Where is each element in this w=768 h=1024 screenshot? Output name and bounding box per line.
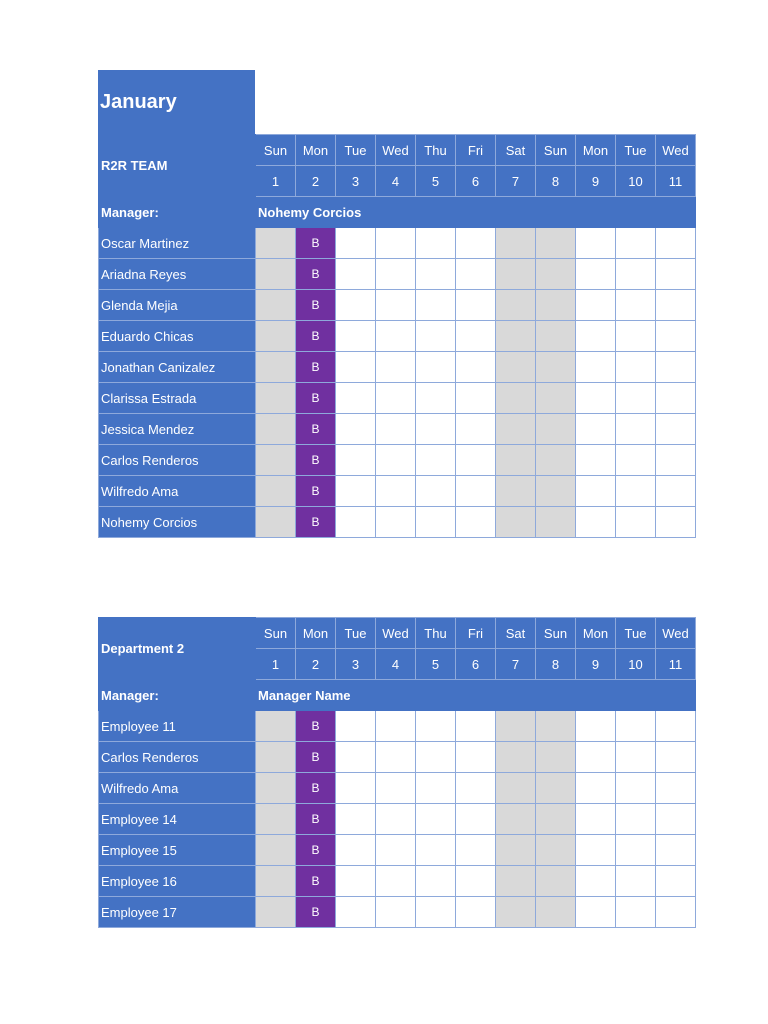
schedule-cell[interactable]	[576, 835, 616, 866]
schedule-cell[interactable]	[616, 352, 656, 383]
schedule-cell[interactable]	[536, 352, 576, 383]
weekday-header: Mon	[296, 135, 336, 166]
schedule-cell[interactable]	[256, 866, 296, 897]
employee-name: Employee 15	[99, 835, 256, 866]
day-number: 8	[536, 166, 576, 197]
schedule-cell[interactable]	[656, 228, 696, 259]
schedule-cell[interactable]	[336, 835, 376, 866]
schedule-mark-cell[interactable]: B	[296, 228, 336, 259]
employee-row	[99, 290, 696, 321]
schedule-cell[interactable]	[336, 290, 376, 321]
employee-name: Wilfredo Ama	[99, 773, 256, 804]
schedule-mark-cell[interactable]: B	[296, 742, 336, 773]
schedule-cell[interactable]	[416, 445, 456, 476]
day-number: 5	[416, 649, 456, 680]
employee-name: Employee 16	[99, 866, 256, 897]
schedule-cell[interactable]	[416, 352, 456, 383]
employee-name: Oscar Martinez	[99, 228, 256, 259]
schedule-cell[interactable]	[336, 228, 376, 259]
weekday-header-row	[99, 135, 696, 166]
schedule-cell[interactable]	[336, 742, 376, 773]
weekday-header: Fri	[456, 135, 496, 166]
weekday-header: Tue	[616, 135, 656, 166]
schedule-cell[interactable]	[616, 290, 656, 321]
employee-name: Glenda Mejia	[99, 290, 256, 321]
schedule-cell[interactable]	[336, 321, 376, 352]
schedule-mark-cell[interactable]: B	[296, 259, 336, 290]
employee-row	[99, 835, 696, 866]
employee-name: Employee 14	[99, 804, 256, 835]
schedule-mark-cell[interactable]: B	[296, 711, 336, 742]
schedule-cell[interactable]	[376, 742, 416, 773]
schedule-cell[interactable]	[616, 897, 656, 928]
schedule-cell[interactable]	[536, 866, 576, 897]
schedule-cell[interactable]	[256, 742, 296, 773]
schedule-cell[interactable]	[376, 804, 416, 835]
schedule-cell[interactable]	[496, 414, 536, 445]
schedule-cell[interactable]	[576, 228, 616, 259]
schedule-cell[interactable]	[256, 835, 296, 866]
employee-name: Eduardo Chicas	[99, 321, 256, 352]
weekday-header: Wed	[656, 618, 696, 649]
employee-name: Wilfredo Ama	[99, 476, 256, 507]
weekday-header: Sat	[496, 135, 536, 166]
employee-row	[99, 352, 696, 383]
weekday-header: Tue	[336, 135, 376, 166]
schedule-cell[interactable]	[376, 897, 416, 928]
schedule-cell[interactable]	[616, 445, 656, 476]
schedule-mark-cell[interactable]: B	[296, 507, 336, 538]
schedule-cell[interactable]	[456, 866, 496, 897]
schedule-cell[interactable]	[496, 228, 536, 259]
schedule-cell[interactable]	[456, 445, 496, 476]
employee-row	[99, 228, 696, 259]
schedule-cell[interactable]	[576, 414, 616, 445]
schedule-cell[interactable]	[496, 897, 536, 928]
schedule-cell[interactable]	[456, 352, 496, 383]
employee-row	[99, 897, 696, 928]
schedule-cell[interactable]	[536, 476, 576, 507]
schedule-cell[interactable]	[256, 711, 296, 742]
schedule-cell[interactable]	[456, 476, 496, 507]
schedule-cell[interactable]	[376, 321, 416, 352]
schedule-cell[interactable]	[416, 383, 456, 414]
schedule-cell[interactable]	[536, 507, 576, 538]
schedule-cell[interactable]	[536, 711, 576, 742]
schedule-mark-cell[interactable]: B	[296, 773, 336, 804]
schedule-cell[interactable]	[576, 866, 616, 897]
schedule-mark-cell[interactable]: B	[296, 383, 336, 414]
schedule-cell[interactable]	[416, 835, 456, 866]
schedule-cell[interactable]	[496, 711, 536, 742]
employee-name: Ariadna Reyes	[99, 259, 256, 290]
schedule-cell[interactable]	[376, 711, 416, 742]
weekday-header: Sun	[256, 135, 296, 166]
schedule-cell[interactable]	[336, 507, 376, 538]
schedule-cell[interactable]	[576, 321, 616, 352]
employee-row	[99, 742, 696, 773]
team-schedule-table	[98, 134, 696, 538]
schedule-cell[interactable]	[336, 414, 376, 445]
schedule-cell[interactable]	[416, 742, 456, 773]
schedule-cell[interactable]	[656, 445, 696, 476]
schedule-cell[interactable]	[576, 711, 616, 742]
manager-row	[99, 680, 696, 711]
employee-row	[99, 321, 696, 352]
schedule-cell[interactable]	[456, 804, 496, 835]
schedule-cell[interactable]	[376, 866, 416, 897]
schedule-cell[interactable]	[456, 321, 496, 352]
day-number: 3	[336, 166, 376, 197]
schedule-cell[interactable]	[376, 383, 416, 414]
day-number: 6	[456, 649, 496, 680]
employee-name: Clarissa Estrada	[99, 383, 256, 414]
schedule-cell[interactable]	[336, 866, 376, 897]
month-title: January	[98, 70, 255, 134]
schedule-cell[interactable]	[576, 259, 616, 290]
schedule-cell[interactable]	[456, 507, 496, 538]
schedule-cell[interactable]	[376, 352, 416, 383]
schedule-mark-cell[interactable]: B	[296, 290, 336, 321]
employee-name: Nohemy Corcios	[99, 507, 256, 538]
schedule-cell[interactable]	[416, 773, 456, 804]
weekday-header: Thu	[416, 135, 456, 166]
day-number: 2	[296, 649, 336, 680]
team-name: Department 2	[99, 618, 256, 680]
day-number: 4	[376, 649, 416, 680]
schedule-cell[interactable]	[656, 897, 696, 928]
schedule-cell[interactable]	[616, 228, 656, 259]
schedule-cell[interactable]	[376, 228, 416, 259]
schedule-cell[interactable]	[656, 773, 696, 804]
employee-row	[99, 445, 696, 476]
day-number: 3	[336, 649, 376, 680]
schedule-cell[interactable]	[416, 897, 456, 928]
employee-name: Jessica Mendez	[99, 414, 256, 445]
weekday-header: Thu	[416, 618, 456, 649]
schedule-cell[interactable]	[336, 773, 376, 804]
manager-name: Nohemy Corcios	[256, 197, 696, 228]
schedule-cell[interactable]	[416, 507, 456, 538]
schedule-cell[interactable]	[256, 773, 296, 804]
schedule-cell[interactable]	[336, 897, 376, 928]
employee-name: Employee 11	[99, 711, 256, 742]
employee-name: Employee 17	[99, 897, 256, 928]
schedule-cell[interactable]	[376, 414, 416, 445]
schedule-cell[interactable]	[456, 711, 496, 742]
schedule-cell[interactable]	[376, 507, 416, 538]
schedule-cell[interactable]	[336, 383, 376, 414]
employee-row	[99, 414, 696, 445]
employee-name: Carlos Renderos	[99, 742, 256, 773]
schedule-cell[interactable]	[616, 507, 656, 538]
schedule-cell[interactable]	[456, 228, 496, 259]
weekday-header: Mon	[296, 618, 336, 649]
schedule-cell[interactable]	[336, 476, 376, 507]
schedule-cell[interactable]	[376, 773, 416, 804]
schedule-cell[interactable]	[496, 259, 536, 290]
schedule-cell[interactable]	[576, 507, 616, 538]
schedule-cell[interactable]	[616, 804, 656, 835]
employee-row	[99, 773, 696, 804]
weekday-header: Sun	[256, 618, 296, 649]
schedule-cell[interactable]	[376, 290, 416, 321]
schedule-cell[interactable]	[576, 290, 616, 321]
schedule-mark-cell[interactable]: B	[296, 321, 336, 352]
day-number: 4	[376, 166, 416, 197]
schedule-cell[interactable]	[496, 321, 536, 352]
schedule-cell[interactable]	[576, 383, 616, 414]
schedule-mark-cell[interactable]: B	[296, 476, 336, 507]
schedule-cell[interactable]	[656, 804, 696, 835]
schedule-cell[interactable]	[336, 259, 376, 290]
team-schedule-table	[98, 617, 696, 928]
schedule-cell[interactable]	[376, 259, 416, 290]
day-number: 9	[576, 649, 616, 680]
schedule-cell[interactable]	[456, 773, 496, 804]
schedule-cell[interactable]	[496, 507, 536, 538]
schedule-cell[interactable]	[536, 414, 576, 445]
team-name: R2R TEAM	[99, 135, 256, 197]
schedule-cell[interactable]	[536, 228, 576, 259]
schedule-cell[interactable]	[496, 773, 536, 804]
employee-row	[99, 866, 696, 897]
schedule-cell[interactable]	[496, 866, 536, 897]
weekday-header: Sun	[536, 135, 576, 166]
schedule-cell[interactable]	[416, 290, 456, 321]
schedule-cell[interactable]	[496, 835, 536, 866]
schedule-cell[interactable]	[616, 742, 656, 773]
schedule-cell[interactable]	[496, 445, 536, 476]
manager-label: Manager:	[99, 680, 256, 711]
schedule-cell[interactable]	[616, 321, 656, 352]
weekday-header: Mon	[576, 618, 616, 649]
day-number: 6	[456, 166, 496, 197]
schedule-cell[interactable]	[256, 804, 296, 835]
schedule-cell[interactable]	[456, 383, 496, 414]
schedule-cell[interactable]	[256, 507, 296, 538]
weekday-header: Wed	[376, 135, 416, 166]
weekday-header: Tue	[616, 618, 656, 649]
schedule-cell[interactable]	[576, 804, 616, 835]
schedule-cell[interactable]	[336, 445, 376, 476]
schedule-cell[interactable]	[256, 228, 296, 259]
schedule-cell[interactable]	[496, 476, 536, 507]
schedule-cell[interactable]	[416, 321, 456, 352]
employee-row	[99, 476, 696, 507]
schedule-cell[interactable]	[536, 804, 576, 835]
schedule-cell[interactable]	[416, 866, 456, 897]
schedule-cell[interactable]	[456, 835, 496, 866]
schedule-cell[interactable]	[656, 742, 696, 773]
manager-label: Manager:	[99, 197, 256, 228]
schedule-mark-cell[interactable]: B	[296, 804, 336, 835]
schedule-cell[interactable]	[256, 321, 296, 352]
schedule-cell[interactable]	[616, 414, 656, 445]
weekday-header: Sun	[536, 618, 576, 649]
manager-name: Manager Name	[256, 680, 696, 711]
schedule-cell[interactable]	[336, 711, 376, 742]
weekday-header: Wed	[656, 135, 696, 166]
schedule-cell[interactable]	[576, 897, 616, 928]
schedule-cell[interactable]	[656, 711, 696, 742]
employee-row	[99, 383, 696, 414]
weekday-header: Wed	[376, 618, 416, 649]
day-number: 1	[256, 649, 296, 680]
schedule-mark-cell[interactable]: B	[296, 835, 336, 866]
day-number: 7	[496, 166, 536, 197]
schedule-cell[interactable]	[616, 835, 656, 866]
day-number: 8	[536, 649, 576, 680]
schedule-cell[interactable]	[656, 835, 696, 866]
schedule-cell[interactable]	[376, 445, 416, 476]
schedule-cell[interactable]	[656, 866, 696, 897]
day-number: 9	[576, 166, 616, 197]
day-number: 1	[256, 166, 296, 197]
schedule-cell[interactable]	[656, 259, 696, 290]
day-number: 10	[616, 166, 656, 197]
schedule-cell[interactable]	[576, 476, 616, 507]
schedule-cell[interactable]	[256, 476, 296, 507]
employee-row	[99, 259, 696, 290]
schedule-cell[interactable]	[416, 476, 456, 507]
schedule-cell[interactable]	[416, 414, 456, 445]
schedule-cell[interactable]	[656, 476, 696, 507]
schedule-cell[interactable]	[536, 259, 576, 290]
schedule-cell[interactable]	[656, 321, 696, 352]
schedule-cell[interactable]	[456, 414, 496, 445]
schedule-cell[interactable]	[616, 383, 656, 414]
day-number: 10	[616, 649, 656, 680]
schedule-cell[interactable]	[576, 352, 616, 383]
schedule-cell[interactable]	[496, 290, 536, 321]
weekday-header: Sat	[496, 618, 536, 649]
schedule-cell[interactable]	[376, 476, 416, 507]
employee-name: Jonathan Canizalez	[99, 352, 256, 383]
schedule-cell[interactable]	[416, 228, 456, 259]
employee-row	[99, 507, 696, 538]
schedule-cell[interactable]	[456, 897, 496, 928]
schedule-cell[interactable]	[256, 290, 296, 321]
schedule-cell[interactable]	[656, 414, 696, 445]
day-number: 7	[496, 649, 536, 680]
schedule-cell[interactable]	[536, 445, 576, 476]
schedule-mark-cell[interactable]: B	[296, 897, 336, 928]
day-number: 5	[416, 166, 456, 197]
schedule-cell[interactable]	[496, 352, 536, 383]
weekday-header: Fri	[456, 618, 496, 649]
schedule-cell[interactable]	[536, 290, 576, 321]
schedule-cell[interactable]	[576, 773, 616, 804]
employee-name: Carlos Renderos	[99, 445, 256, 476]
schedule-cell[interactable]	[576, 445, 616, 476]
schedule-cell[interactable]	[616, 711, 656, 742]
schedule-cell[interactable]	[496, 383, 536, 414]
schedule-cell[interactable]	[656, 290, 696, 321]
employee-row	[99, 804, 696, 835]
schedule-mark-cell[interactable]: B	[296, 414, 336, 445]
schedule-cell[interactable]	[616, 259, 656, 290]
schedule-cell[interactable]	[536, 897, 576, 928]
schedule-cell[interactable]	[256, 414, 296, 445]
schedule-cell[interactable]	[536, 321, 576, 352]
schedule-cell[interactable]	[256, 259, 296, 290]
schedule-mark-cell[interactable]: B	[296, 352, 336, 383]
weekday-header: Mon	[576, 135, 616, 166]
schedule-cell[interactable]	[536, 835, 576, 866]
day-number: 11	[656, 166, 696, 197]
day-number: 11	[656, 649, 696, 680]
weekday-header: Tue	[336, 618, 376, 649]
schedule-cell[interactable]	[576, 742, 616, 773]
schedule-cell[interactable]	[656, 352, 696, 383]
day-number: 2	[296, 166, 336, 197]
schedule-cell[interactable]	[656, 507, 696, 538]
schedule-cell[interactable]	[496, 804, 536, 835]
schedule-cell[interactable]	[536, 773, 576, 804]
schedule-cell[interactable]	[616, 476, 656, 507]
schedule-cell[interactable]	[376, 835, 416, 866]
schedule-cell[interactable]	[256, 445, 296, 476]
schedule-mark-cell[interactable]: B	[296, 445, 336, 476]
schedule-cell[interactable]	[616, 866, 656, 897]
schedule-cell[interactable]	[536, 742, 576, 773]
schedule-mark-cell[interactable]: B	[296, 866, 336, 897]
schedule-cell[interactable]	[536, 383, 576, 414]
schedule-cell[interactable]	[456, 290, 496, 321]
schedule-cell[interactable]	[656, 383, 696, 414]
employee-row	[99, 711, 696, 742]
schedule-cell[interactable]	[456, 259, 496, 290]
schedule-cell[interactable]	[256, 352, 296, 383]
weekday-header-row	[99, 618, 696, 649]
schedule-cell[interactable]	[416, 804, 456, 835]
schedule-cell[interactable]	[336, 352, 376, 383]
schedule-cell[interactable]	[496, 742, 536, 773]
manager-row	[99, 197, 696, 228]
schedule-cell[interactable]	[416, 259, 456, 290]
schedule-cell[interactable]	[456, 742, 496, 773]
schedule-cell[interactable]	[256, 897, 296, 928]
schedule-cell[interactable]	[616, 773, 656, 804]
schedule-cell[interactable]	[256, 383, 296, 414]
schedule-cell[interactable]	[336, 804, 376, 835]
schedule-cell[interactable]	[416, 711, 456, 742]
